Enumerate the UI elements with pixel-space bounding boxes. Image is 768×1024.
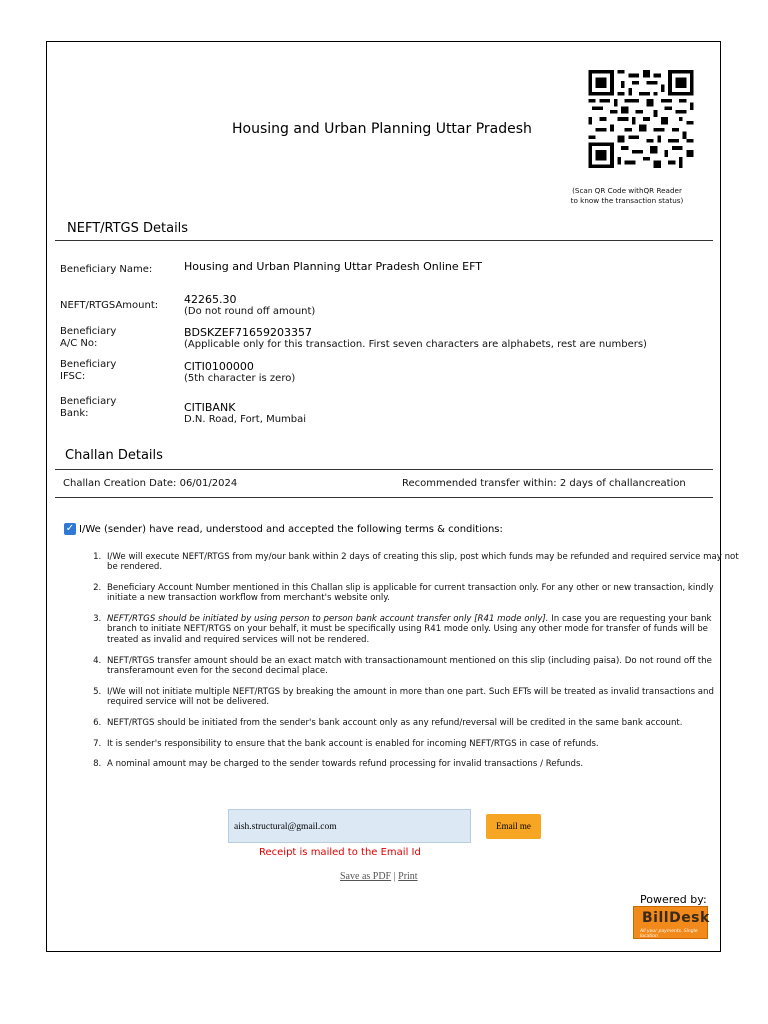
ifsc-label-line: Beneficiary [60,359,117,370]
save-pdf-link[interactable]: Save as PDF [340,871,392,882]
qr-code-icon [588,70,694,168]
account-value: BDSKZEF71659203357 [184,326,313,339]
amount-label: NEFT/RTGSAmount: [60,300,159,311]
neft-divider [55,240,713,241]
term-rest: In case you are requesting your bank branch to initiate NEFT/RTGS on your behalf, it must be specifically using R41 mode only. Using any other mode for transfer of funds will be treated as invalid and required services will not be rendered. [107,614,712,645]
term-item: 8. A nominal amount may be charged to the sender towards refund processing for invalid transactions / Refunds. [104,759,740,769]
challan-bottom-divider [55,497,713,498]
account-label-line: Beneficiary [60,326,117,337]
billdesk-logo-icon [633,906,708,939]
footer-links [340,871,418,882]
ifsc-note: (5th character is zero) [184,373,296,384]
checkbox-checked-icon[interactable]: ✓ [65,523,75,534]
page-title: Housing and Urban Planning Uttar Pradesh [232,121,532,137]
powered-by: Powered by: [640,893,707,906]
beneficiary-name-label: Beneficiary Name: [60,264,153,275]
terms-acknowledgement[interactable] [64,523,503,535]
neft-heading: NEFT/RTGS Details [67,221,189,236]
bank-label [60,396,116,420]
bank-address: D.N. Road, Fort, Mumbai [184,414,307,425]
email-me-button[interactable]: Email me [486,814,541,839]
term-item: 4. NEFT/RTGS transfer amount should be an exact match with transactionamount mentioned on this slip (including paisa). Do not round off the transferamount even for the second decimal place. [104,656,740,677]
term-emphasis: NEFT/RTGS should be initiated by using person to person bank account transfer only [R41 mode only]. [107,614,549,625]
term-item [104,614,740,645]
acknowledgement-text: I/We (sender) have read, understood and accepted the following terms & conditions: [79,523,503,535]
term-item: 6. NEFT/RTGS should be initiated from the sender's bank account only as any refund/reversal will be credited in the same bank account. [104,718,740,728]
bank-label-line: Beneficiary [60,396,117,407]
ifsc-label [60,359,116,383]
account-note: (Applicable only for this transaction. First seven characters are alphabets, rest are numbers) [184,339,647,350]
qr-caption-line: (Scan QR Code withQR Reader [572,186,682,195]
link-separator: | [393,871,396,882]
amount-value: 42265.30 [184,293,237,306]
qr-caption-line: to know the transaction status) [570,196,684,205]
email-input[interactable]: aish.structural@gmail.com [228,809,471,843]
account-label-line: A/C No: [60,338,98,349]
term-item: 2. Beneficiary Account Number mentioned in this Challan slip is applicable for current transaction only. For any other or new transaction, kindly initiate a new transaction workflow from merchant's website only. [104,583,740,604]
beneficiary-name-value: Housing and Urban Planning Uttar Pradesh Online EFT [184,260,482,273]
challan-heading: Challan Details [65,448,163,463]
print-link[interactable]: Print [398,871,418,882]
challan-creation-date: Challan Creation Date: 06/01/2024 [63,478,238,489]
term-item: 7. It is sender's responsibility to ensure that the bank account is enabled for incoming NEFT/RTGS in case of refunds. [104,739,740,749]
challan-divider [55,469,713,470]
terms-list [66,552,740,780]
bank-value: CITIBANK [184,401,236,414]
logo-name: BillDesk [642,910,710,926]
term-item: 1. I/We will execute NEFT/RTGS from my/our bank within 2 days of creating this slip, post which funds may be refunded and required service may not be rendered. [104,552,740,573]
account-label [60,326,116,350]
amount-note: (Do not round off amount) [184,306,316,317]
term-item: 5. I/We will not initiate multiple NEFT/RTGS by breaking the amount in more than one part. Such EFTs will be treated as invalid transactions and required service will not be delivered. [104,687,740,708]
email-confirmation: Receipt is mailed to the Email Id [259,847,421,858]
recommended-transfer: Recommended transfer within: 2 days of challancreation [402,478,686,489]
ifsc-label-line: IFSC: [60,371,86,382]
bank-label-line: Bank: [60,408,89,419]
qr-caption [560,186,694,206]
logo-tagline: All your payments. Single location [640,929,698,939]
ifsc-value: CITI0100000 [184,360,254,373]
